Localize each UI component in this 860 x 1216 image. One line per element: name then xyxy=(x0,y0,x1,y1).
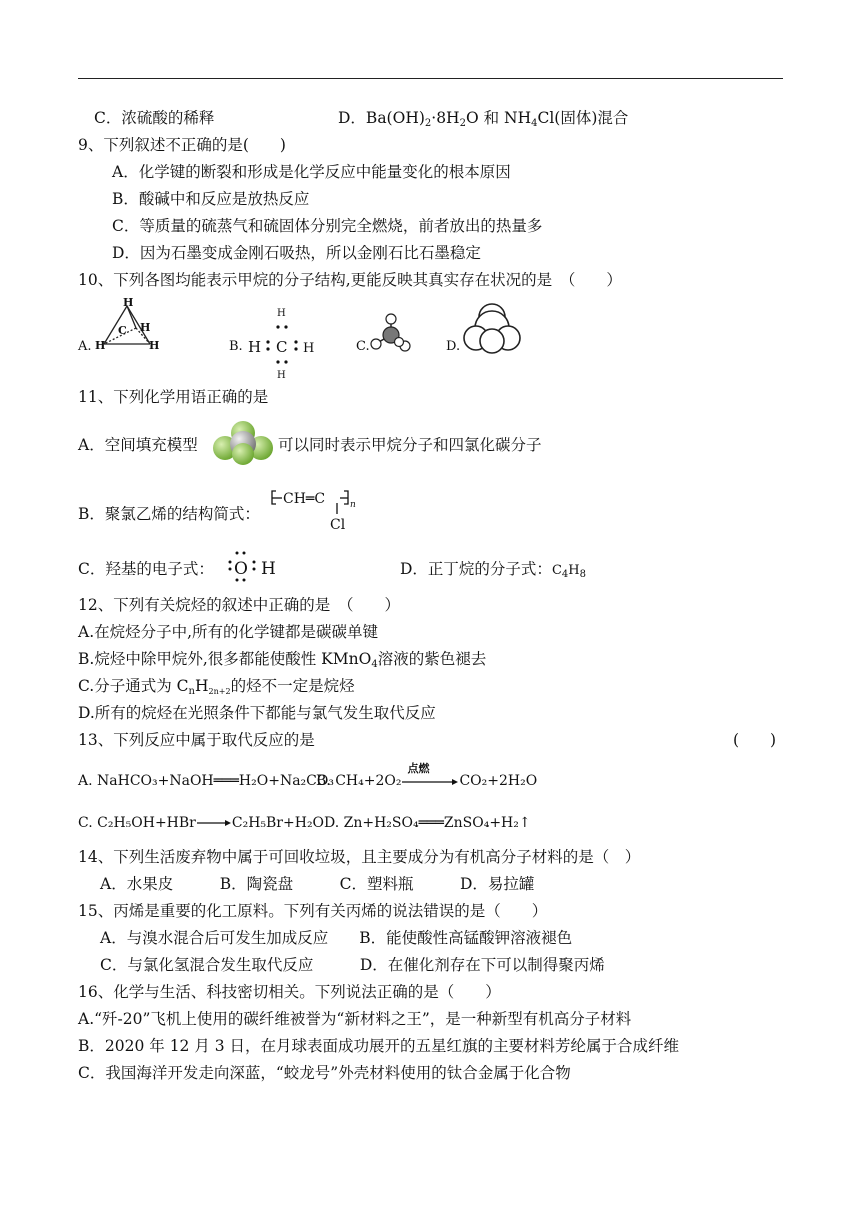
q15-options-cd: C．与氯化氢混合发生取代反应 D．在催化剂存在下可以制得聚丙烯 xyxy=(100,956,605,974)
q13-stem: 13、下列反应中属于取代反应的是 xyxy=(78,731,315,749)
q11-option-a-suffix: 可以同时表示甲烷分子和四氯化碳分子 xyxy=(278,436,542,454)
q12-option-d: D.所有的烷烃在光照条件下都能与氯气发生取代反应 xyxy=(78,704,436,722)
hydroxyl-h: H xyxy=(261,559,276,579)
reaction-arrow xyxy=(196,818,232,828)
q11-option-d: D．正丁烷的分子式：$C_4H_8$ xyxy=(400,560,586,580)
q12-stem: 12、下列有关烷烃的叙述中正确的是 （ ） xyxy=(78,596,400,614)
q16-option-c: C．我国海洋开发走向深蓝，“蛟龙号”外壳材料使用的钛合金属于化合物 xyxy=(78,1064,571,1082)
q10-label-c: C. xyxy=(356,339,370,354)
q13-option-a: A. NaHCO₃+NaOH═══H₂O+Na₂CO₃ xyxy=(78,773,334,789)
q11-option-a-prefix: A．空间填充模型 xyxy=(78,436,198,454)
q10-label-b: B. xyxy=(229,339,243,354)
methane-ball-stick-model xyxy=(370,313,414,355)
lewis-h-bottom: H xyxy=(277,370,286,381)
q13-answer-paren: ( ) xyxy=(733,731,777,749)
q11-stem: 11、下列化学用语正确的是 xyxy=(78,388,269,406)
tetra-h-right: H xyxy=(149,339,160,352)
ignition-condition: 点燃 xyxy=(407,762,430,775)
q13-option-d: D. Zn+H₂SO₄═══ZnSO₄+H₂↑ xyxy=(324,815,531,831)
q12-option-b: B.烷烃中除甲烷外,很多都能使酸性 KMnO$_4$溶液的紫色褪去 xyxy=(78,650,487,670)
pvc-n: n xyxy=(350,500,356,510)
ignition-arrow xyxy=(401,762,459,788)
pvc-cl: Cl xyxy=(330,517,346,533)
q8-option-d: D．$Ba(OH)_2\cdot 8H_2O$ 和 $NH_4Cl$(固体)混合 xyxy=(338,109,629,129)
q13-option-b: B. CH₄+2O₂ 点燃 CO₂+2H₂O xyxy=(316,771,537,791)
lewis-h-left: H xyxy=(248,338,262,356)
q15-stem: 15、丙烯是重要的化工原料。下列有关丙烯的说法错误的是（ ） xyxy=(78,902,548,920)
pvc-structure-formula xyxy=(268,484,368,534)
hydroxyl-electron-formula xyxy=(228,546,280,586)
lewis-c: C xyxy=(276,338,288,356)
lewis-h-top: H xyxy=(277,308,286,319)
q16-option-a: A.“歼-20”飞机上使用的碳纤维被誉为“新材料之王”，是一种新型有机高分子材料 xyxy=(78,1010,632,1028)
tetra-h-left: H xyxy=(95,339,106,352)
q12-option-c: C.分子通式为 $C_nH_{2n+2}$的烃不一定是烷烃 xyxy=(78,677,355,697)
methane-tetrahedron-figure xyxy=(92,296,164,354)
q14-stem: 14、下列生活废弃物中属于可回收垃圾，且主要成分为有机高分子材料的是（ ） xyxy=(78,848,641,866)
tetra-h-right-top: H xyxy=(140,321,151,334)
q10-label-d: D. xyxy=(446,339,461,354)
q9-option-b: B．酸碱中和反应是放热反应 xyxy=(112,190,310,208)
hydroxyl-o: O xyxy=(234,559,248,579)
q9-option-c: C．等质量的硫蒸气和硫固体分别完全燃烧，前者放出的热量多 xyxy=(112,217,543,235)
q9-stem: 9、下列叙述不正确的是( ) xyxy=(78,136,286,154)
q13-option-c: C. C₂H₅OH+HBr C₂H₅Br+H₂O xyxy=(78,815,325,831)
header-rule xyxy=(78,78,783,79)
pvc-chain: CH═C xyxy=(283,491,326,507)
q11-option-c-prefix: C．羟基的电子式： xyxy=(78,560,214,578)
q12-option-a: A.在烷烃分子中,所有的化学键都是碳碳单键 xyxy=(78,623,379,641)
lewis-h-right: H xyxy=(303,341,315,356)
q10-label-a: A. xyxy=(78,339,92,354)
q16-option-b: B．2020 年 12 月 3 日，在月球表面成功展开的五星红旗的主要材料芳纶属于合成纤维 xyxy=(78,1037,680,1055)
q11-option-b-prefix: B．聚氯乙烯的结构简式： xyxy=(78,505,260,523)
q8-option-c: C．浓硫酸的稀释 xyxy=(94,109,215,127)
q14-options: A．水果皮 B．陶瓷盘 C．塑料瓶 D．易拉罐 xyxy=(100,875,535,893)
q16-stem: 16、化学与生活、科技密切相关。下列说法正确的是（ ） xyxy=(78,983,501,1001)
tetra-h-top: H xyxy=(123,296,134,309)
q15-options-ab: A．与溴水混合后可发生加成反应 B．能使酸性高锰酸钾溶液褪色 xyxy=(100,929,573,947)
q9-option-d: D．因为石墨变成金刚石吸热，所以金刚石比石墨稳定 xyxy=(112,244,481,262)
ccl4-space-filling-model xyxy=(212,420,274,466)
tetra-c: C xyxy=(118,324,127,337)
q9-option-a: A．化学键的断裂和形成是化学反应中能量变化的根本原因 xyxy=(112,163,511,181)
methane-electron-formula xyxy=(244,308,318,382)
methane-space-filling-model xyxy=(456,300,528,356)
q10-stem: 10、下列各图均能表示甲烷的分子结构,更能反映其真实存在状况的是 （ ） xyxy=(78,271,622,289)
